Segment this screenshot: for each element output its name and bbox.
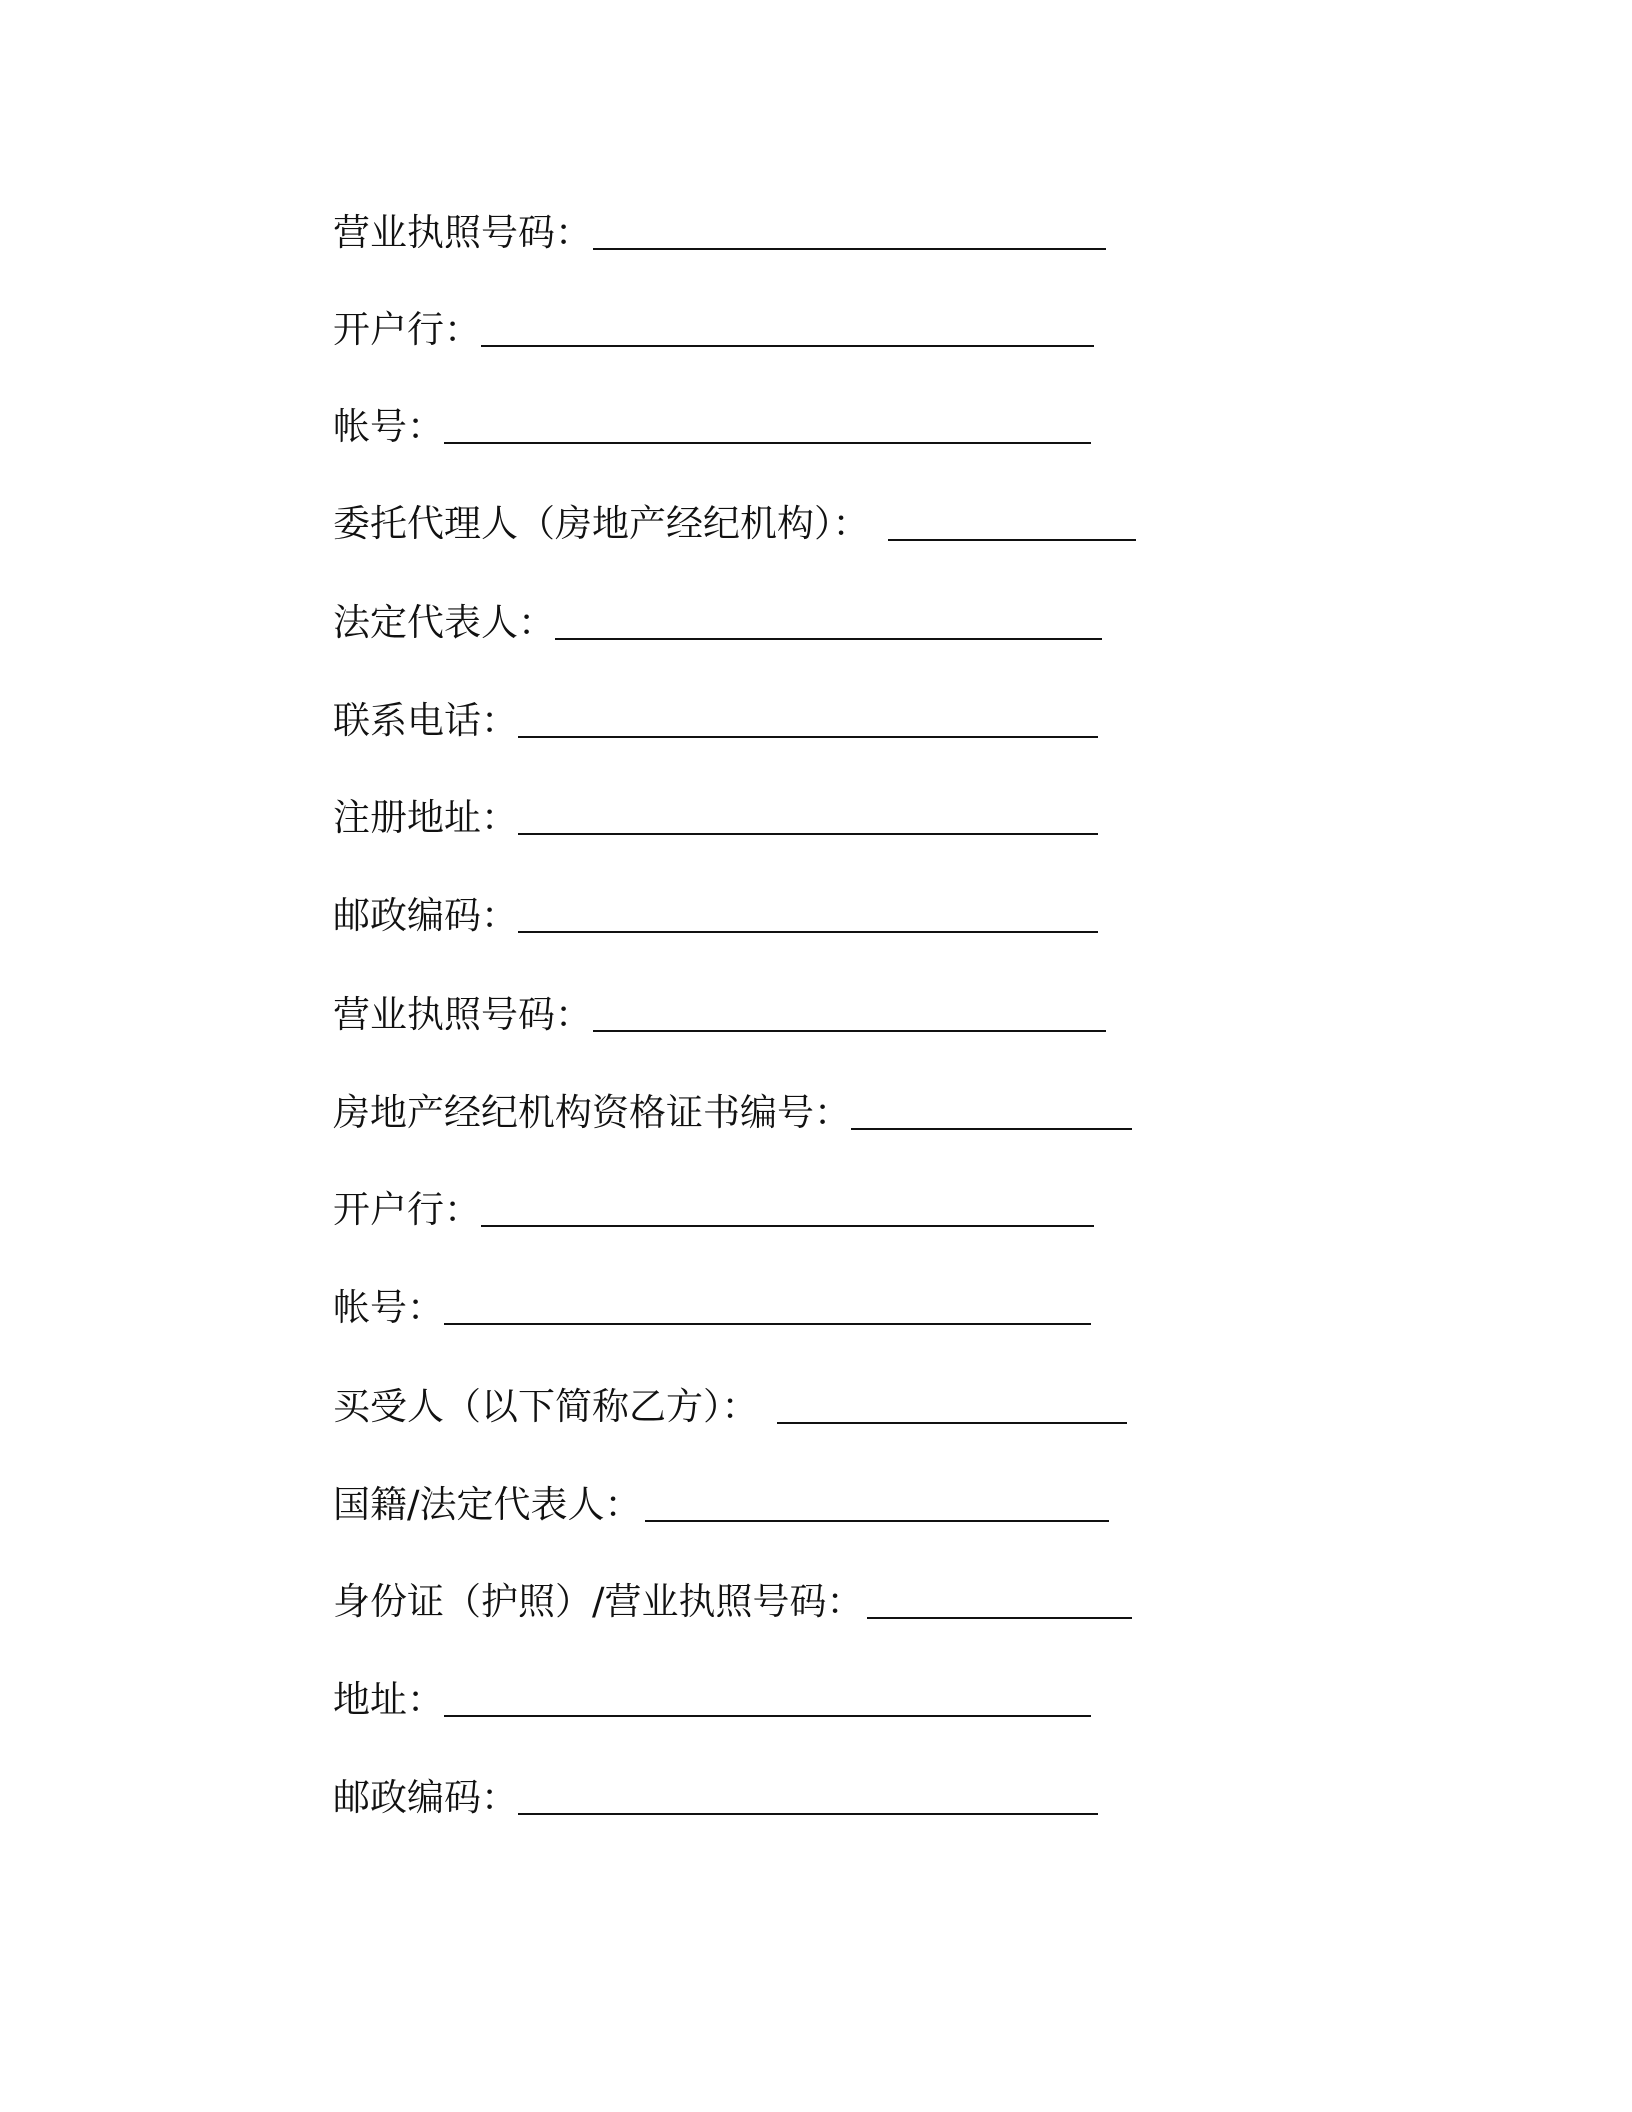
legal-representative-row bbox=[333, 586, 555, 646]
field-label: 邮政编码： bbox=[333, 1776, 518, 1819]
nationality-legal-representative-row bbox=[333, 1468, 641, 1528]
agent-field[interactable] bbox=[888, 539, 1136, 541]
account-number-row bbox=[333, 1271, 444, 1331]
agency-certificate-number-row bbox=[333, 1076, 851, 1136]
field-label: 营业执照号码： bbox=[333, 211, 592, 254]
field-label: 开户行： bbox=[333, 1188, 481, 1231]
business-license-number-row bbox=[333, 196, 592, 256]
registered-address-row bbox=[333, 781, 518, 841]
legal-representative-field[interactable] bbox=[555, 638, 1102, 640]
postal-code-field[interactable] bbox=[518, 931, 1098, 933]
nationality-legal-representative-field[interactable] bbox=[645, 1520, 1109, 1522]
account-number-field[interactable] bbox=[444, 442, 1091, 444]
field-label: 联系电话： bbox=[333, 699, 518, 742]
address-field[interactable] bbox=[444, 1715, 1091, 1717]
bank-name-row bbox=[333, 1173, 481, 1233]
agent-row bbox=[333, 487, 870, 547]
phone-field[interactable] bbox=[518, 736, 1098, 738]
business-license-number-field[interactable] bbox=[593, 248, 1106, 250]
bank-name-row bbox=[333, 293, 481, 353]
field-label: 房地产经纪机构资格证书编号： bbox=[333, 1091, 851, 1134]
field-label: 帐号： bbox=[333, 1286, 444, 1329]
field-label: 地址： bbox=[333, 1678, 444, 1721]
bank-name-field[interactable] bbox=[481, 345, 1094, 347]
registered-address-field[interactable] bbox=[518, 833, 1098, 835]
postal-code-field[interactable] bbox=[518, 1813, 1098, 1815]
field-label: 帐号： bbox=[333, 405, 444, 448]
buyer-field[interactable] bbox=[777, 1422, 1127, 1424]
field-label: 邮政编码： bbox=[333, 894, 518, 937]
address-row bbox=[333, 1663, 444, 1723]
field-label: 国籍/法定代表人： bbox=[333, 1483, 642, 1526]
id-passport-license-number-field[interactable] bbox=[867, 1617, 1132, 1619]
account-number-field[interactable] bbox=[444, 1323, 1091, 1325]
postal-code-row bbox=[333, 1761, 518, 1821]
phone-row bbox=[333, 684, 518, 744]
id-passport-license-number-row bbox=[333, 1565, 863, 1625]
agency-certificate-number-field[interactable] bbox=[851, 1128, 1132, 1130]
buyer-row bbox=[333, 1370, 759, 1430]
field-label: 开户行： bbox=[333, 308, 481, 351]
field-label: 法定代表人： bbox=[333, 601, 555, 644]
field-label: 委托代理人（房地产经纪机构）： bbox=[333, 502, 870, 545]
business-license-number-field[interactable] bbox=[593, 1030, 1106, 1032]
field-label: 身份证（护照）/营业执照号码： bbox=[333, 1580, 864, 1623]
field-label: 注册地址： bbox=[333, 796, 518, 839]
account-number-row bbox=[333, 390, 444, 450]
postal-code-row bbox=[333, 879, 518, 939]
field-label: 营业执照号码： bbox=[333, 993, 592, 1036]
bank-name-field[interactable] bbox=[481, 1225, 1094, 1227]
field-label: 买受人（以下简称乙方）： bbox=[333, 1385, 759, 1428]
business-license-number-row bbox=[333, 978, 592, 1038]
